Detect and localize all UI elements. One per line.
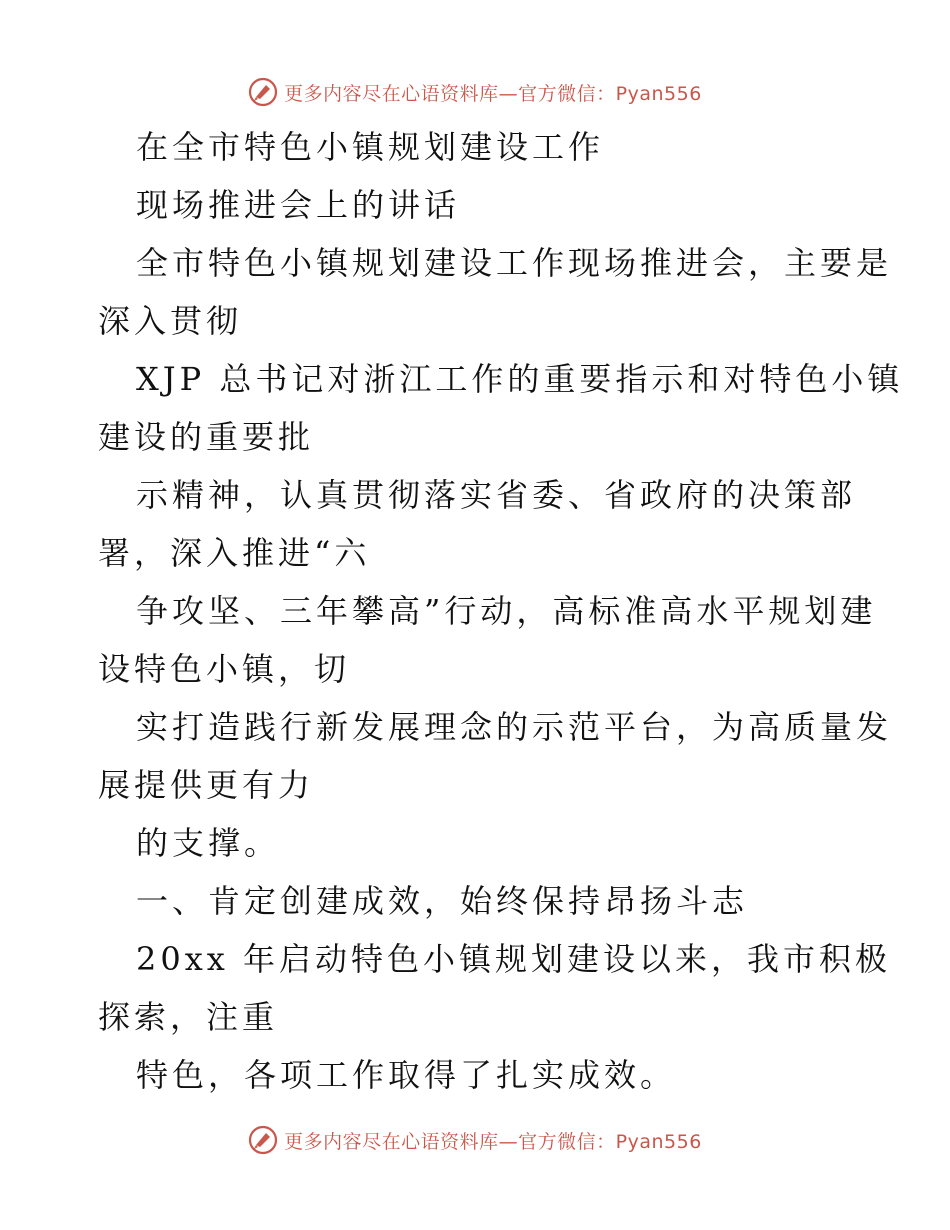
text-line: 一、肯定创建成效，始终保持昂扬斗志 — [136, 882, 749, 920]
footer-watermark — [0, 1120, 950, 1160]
text-line: 全市特色小镇规划建设工作现场推进会，主要是 — [136, 244, 893, 282]
text-line: 现场推进会上的讲话 — [136, 186, 461, 224]
text-line: 特色，各项工作取得了扎实成效。 — [136, 1056, 677, 1094]
text-line: 在全市特色小镇规划建设工作 — [136, 128, 605, 166]
pen-logo-icon — [248, 77, 278, 107]
text-line: 争攻坚、三年攀高”行动，高标准高水平规划建 — [136, 592, 877, 630]
watermark-text: 更多内容尽在心语资料库—官方微信：Pyan556 — [284, 82, 702, 105]
text-line: 实打造践行新发展理念的示范平台，为高质量发 — [136, 708, 893, 746]
text-line: 署，深入推进“六 — [98, 534, 371, 572]
text-line: 20xx 年启动特色小镇规划建设以来，我市积极 — [136, 940, 891, 978]
watermark-text: 更多内容尽在心语资料库—官方微信：Pyan556 — [284, 1130, 702, 1153]
text-line: 的支撑。 — [136, 824, 281, 862]
text-line: 探索，注重 — [98, 998, 279, 1036]
text-line: 示精神，认真贯彻落实省委、省政府的决策部 — [136, 476, 857, 514]
text-line: 深入贯彻 — [98, 302, 243, 340]
text-line: XJP 总书记对浙江工作的重要指示和对特色小镇 — [136, 360, 904, 398]
pen-logo-icon — [248, 1125, 278, 1155]
document-body — [98, 118, 904, 1104]
text-line: 设特色小镇，切 — [98, 650, 351, 688]
text-line: 展提供更有力 — [98, 766, 315, 804]
header-watermark — [0, 72, 950, 112]
text-line: 建设的重要批 — [98, 418, 315, 456]
